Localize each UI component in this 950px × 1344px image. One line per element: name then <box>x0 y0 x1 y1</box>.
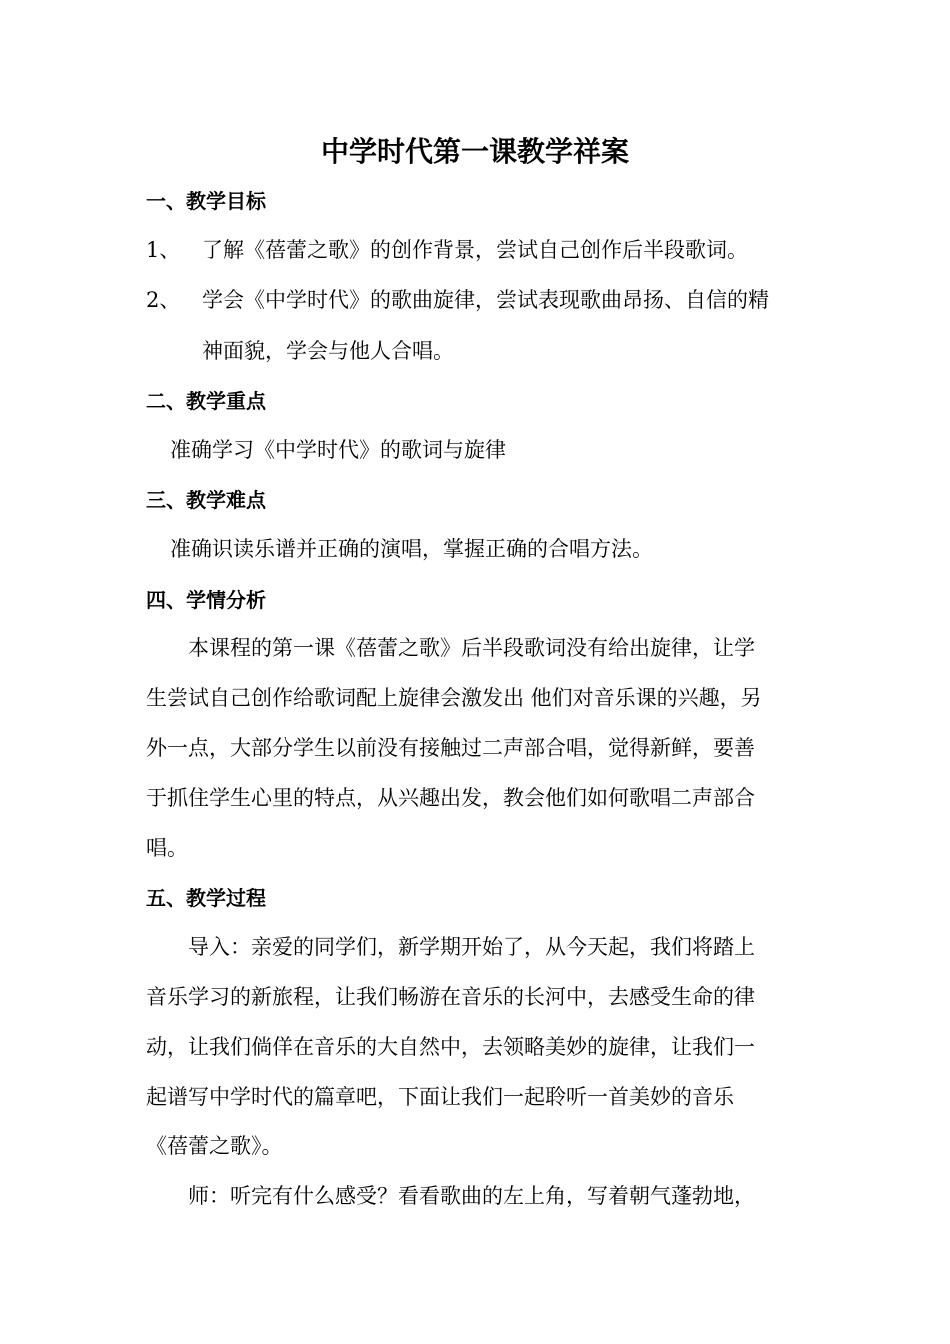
section-heading-key-points: 二、教学重点 <box>146 389 266 413</box>
analysis-line: 生尝试自己创作给歌词配上旋律会激发出 他们对音乐课的兴趣，另 <box>146 686 762 710</box>
section-heading-process: 五、教学过程 <box>146 886 266 910</box>
objective-number: 1、 <box>146 238 181 262</box>
process-line: 动，让我们倘佯在音乐的大自然中，去领略美妙的旋律，让我们一 <box>146 1035 755 1059</box>
section-heading-analysis: 四、学情分析 <box>146 588 266 612</box>
analysis-line: 本课程的第一课《蓓蕾之歌》后半段歌词没有给出旋律，让学 <box>188 636 755 660</box>
objective-item-2-continuation: 神面貌，学会与他人合唱。 <box>202 339 454 363</box>
key-points-text: 准确学习《中学时代》的歌词与旋律 <box>170 438 506 462</box>
process-line: 《蓓蕾之歌》。 <box>146 1134 283 1158</box>
analysis-line: 唱。 <box>146 836 188 860</box>
objective-number: 2、 <box>146 288 181 312</box>
process-line: 师：听完有什么感受？看看歌曲的左上角，写着朝气蓬勃地， <box>188 1184 755 1208</box>
analysis-line: 于抓住学生心里的特点，从兴趣出发，教会他们如何歌唱二声部合 <box>146 786 755 810</box>
difficulties-text: 准确识读乐谱并正确的演唱，掌握正确的合唱方法。 <box>170 537 653 561</box>
process-line: 起谱写中学时代的篇章吧，下面让我们一起聆听一首美妙的音乐 <box>146 1085 734 1109</box>
objective-item-2 <box>146 285 769 315</box>
process-line: 音乐学习的新旅程，让我们畅游在音乐的长河中，去感受生命的律 <box>146 985 755 1009</box>
section-heading-difficulties: 三、教学难点 <box>146 488 266 512</box>
objective-text: 了解《蓓蕾之歌》的创作背景，尝试自己创作后半段歌词。 <box>202 238 748 262</box>
objective-item-1 <box>146 235 748 265</box>
process-line: 导入：亲爱的同学们，新学期开始了，从今天起，我们将踏上 <box>188 935 755 959</box>
analysis-line: 外一点，大部分学生以前没有接触过二声部合唱，觉得新鲜，要善 <box>146 736 755 760</box>
objective-text: 学会《中学时代》的歌曲旋律，尝试表现歌曲昂扬、自信的精 <box>202 288 769 312</box>
document-title: 中学时代第一课教学祥案 <box>320 135 629 168</box>
section-heading-objectives: 一、教学目标 <box>146 189 266 213</box>
